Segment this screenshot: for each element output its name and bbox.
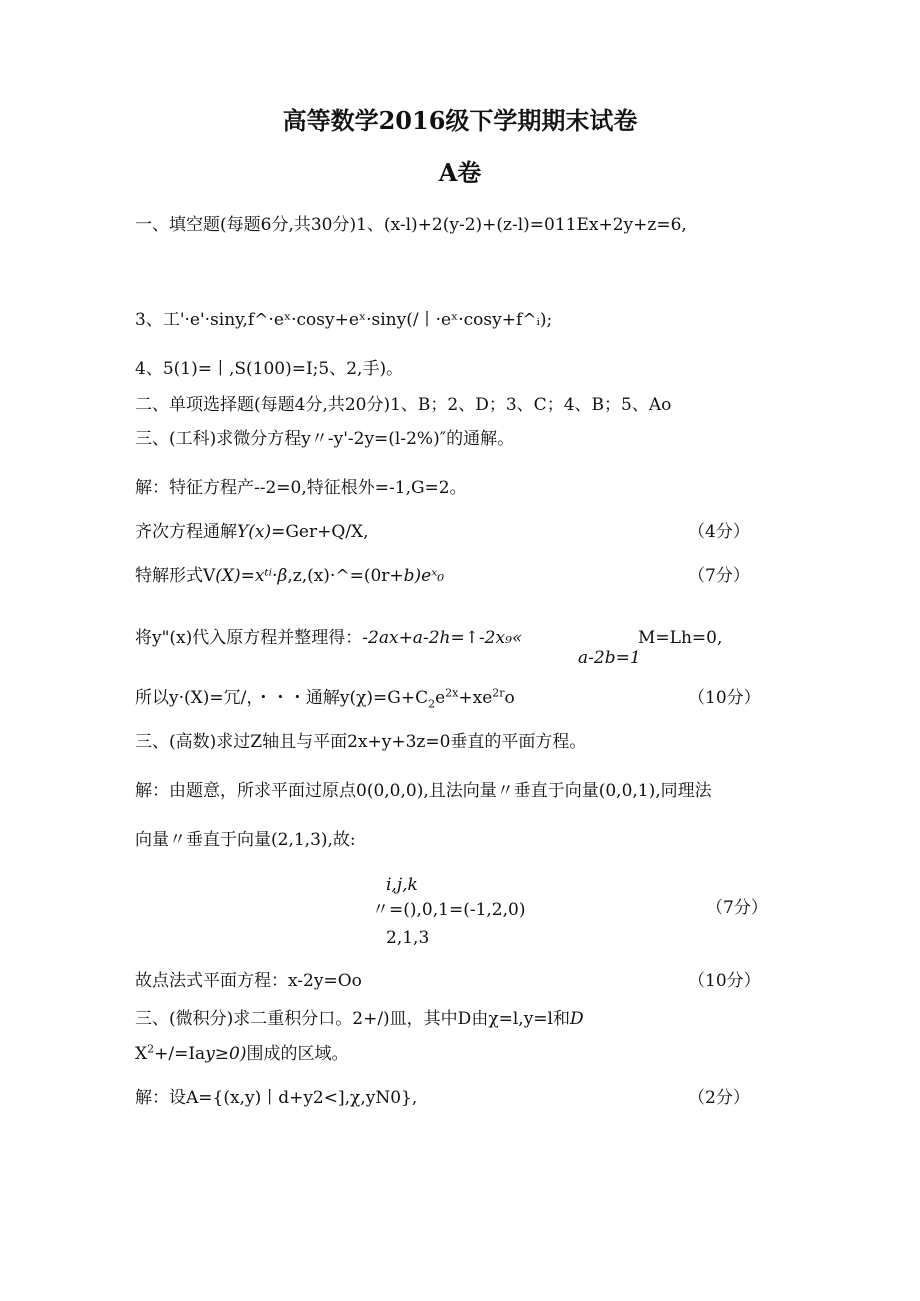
solution-integral: 解：设A={(x,y)丨d+y2<],χ,yN0}, bbox=[135, 1088, 418, 1108]
matrix-bottom-row: 2,1,3 bbox=[386, 928, 430, 948]
exam-title: 高等数学2016级下学期期末试卷 bbox=[282, 106, 638, 135]
line-particular: 特解形式V(X)=xᵗⁱ·β,z,(x)·^=(0r+b)eˣ₀ bbox=[135, 566, 445, 586]
score-matrix: （7分） bbox=[706, 898, 768, 918]
fill-in-item-3: 3、工'·e'·siny,f^·eˣ·cosy+eˣ·siny(/丨·eˣ·cosy+f^ᵢ); bbox=[135, 310, 553, 330]
solution-plane-line1: 解：由题意，所求平面过原点0(0,0,0),且法向量〃垂直于向量(0,0,1),同理法 bbox=[135, 781, 712, 801]
question-double-integral: 三、(微积分)求二重积分口。2+/)皿，其中D由χ=l,y=l和D bbox=[135, 1009, 584, 1029]
line-general-solution: 所以y·(X)=冗/，・・・通解$y(\chi)=G+C_2e^{2x}+xe^{2r}o$ bbox=[135, 686, 515, 711]
score-general: （10分） bbox=[688, 688, 761, 708]
fill-in-item-4: 4、5(1)=丨,S(100)=I;5、2,手)。 bbox=[135, 359, 404, 379]
line-homogeneous: 齐次方程通解Y(x)=Ger+Q/X, bbox=[135, 522, 369, 542]
plane-equation: 故点法式平面方程：x-2y=Oo bbox=[135, 971, 362, 991]
score-particular: （7分） bbox=[688, 566, 750, 586]
line-substitute-result: M=Lh=0, bbox=[638, 628, 723, 648]
solution-characteristic: 解：特征方程产--2=0,特征根外=-1,G=2。 bbox=[135, 478, 467, 498]
line-substitute: 将y"(x)代入原方程并整理得：-2ax+a-2h=↑-2x₉« bbox=[135, 628, 523, 648]
matrix-top-row: i,j,k bbox=[386, 875, 418, 895]
exam-subtitle: A卷 bbox=[438, 158, 482, 187]
solution-plane-line2: 向量〃垂直于向量(2,1,3),故: bbox=[135, 830, 356, 850]
matrix-middle-row: 〃=(),0,1=(-1,2,0) bbox=[372, 900, 526, 920]
section-multiple-choice: 二、单项选择题(每题4分,共20分)1、B；2、D；3、C；4、B；5、Ao bbox=[135, 395, 672, 415]
section-fill-in: 一、填空题(每题6分,共30分)1、(x-l)+2(y-2)+(z-l)=011Ex+2y+z=6, bbox=[135, 215, 687, 235]
question-differential-equation: 三、(工科)求微分方程y〃-y'-2y=(l-2%)″的通解。 bbox=[135, 429, 515, 449]
score-integral: （2分） bbox=[688, 1088, 750, 1108]
score-homogeneous: （4分） bbox=[688, 522, 750, 542]
question-plane: 三、(高数)求过Z轴且与平面2x+y+3z=0垂直的平面方程。 bbox=[135, 732, 587, 752]
score-plane: （10分） bbox=[688, 971, 761, 991]
question-double-integral-line2: $X^2+/=Iay\ge 0$)围成的区域。 bbox=[135, 1042, 349, 1064]
line-substitute-eq2: a-2b=1 bbox=[578, 648, 641, 668]
